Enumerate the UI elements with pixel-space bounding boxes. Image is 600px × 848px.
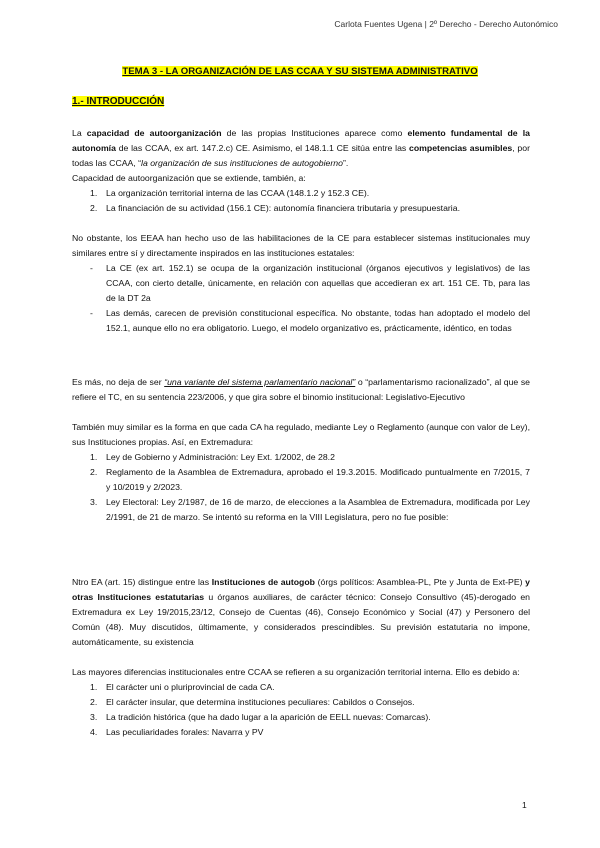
italic-quote: la organización de sus instituciones de autogobierno bbox=[141, 158, 343, 168]
bold-term: elemento fundamental de la autonomía bbox=[72, 128, 530, 153]
list-item: - La CE (ex art. 152.1) se ocupa de la organización institucional (órganos ejecutivos y legislativos) de las CCAA, con cierto detalle, únicamente, en relación con aquellas que accedieran ex art. 151 CE. Tb, para las de la DT 2a bbox=[106, 261, 530, 306]
paragraph-eeaa: No obstante, los EEAA han hecho uso de las habilitaciones de la CE para establecer sistemas institucionales muy similares entre sí y directamente inspirados en las instituciones estatales: bbox=[72, 233, 530, 258]
list-item: El carácter insular, que determina instituciones peculiares: Cabildos o Consejos. bbox=[106, 697, 415, 707]
document-title bbox=[0, 66, 600, 77]
numbered-list-extension bbox=[72, 186, 530, 216]
body-text-parlamentario bbox=[72, 375, 530, 525]
section-heading bbox=[72, 96, 164, 107]
list-item: Reglamento de la Asamblea de Extremadura, aprobado el 19.3.2015. Modificado puntualmente en 7/2015, 7 y 10/2019 y 2/2023. bbox=[106, 467, 530, 492]
list-item: Ley de Gobierno y Administración: Ley Ext. 1/2002, de 28.2 bbox=[106, 452, 335, 462]
numbered-list-extremadura bbox=[72, 450, 530, 525]
document-title-text: TEMA 3 - LA ORGANIZACIÓN DE LAS CCAA Y SU SISTEMA ADMINISTRATIVO bbox=[122, 66, 478, 77]
page-header: Carlota Fuentes Ugena | 2º Derecho - Derecho Autonómico bbox=[334, 19, 558, 29]
list-item: La tradición histórica (que ha dado lugar a la aparición de EELL nuevas: Comarcas). bbox=[106, 712, 431, 722]
section-heading-text: 1.- INTRODUCCIÓN bbox=[72, 96, 165, 107]
bold-term: capacidad de autoorganización bbox=[86, 128, 222, 138]
paragraph-regulacion: También muy similar es la forma en que cada CA ha regulado, mediante Ley o Reglamento (aunque con valor de Ley), sus Instituciones propias. Así, en Extremadura: bbox=[72, 422, 530, 447]
paragraph-parlamentarismo: Es más, no deja de ser “una variante del sistema parlamentario nacional” o “parlamentarismo racionalizado”, al que se refiere el TC, en su sentencia 223/2006, y que gira sobre el binomio institucional: Legislativo-Ejecutivo bbox=[72, 377, 531, 402]
list-item: - Las demás, carecen de previsión constitucional específica. No obstante, todas han adoptado el modelo del 152.1, aunque ello no era obligatorio. Luego, el modelo organizativo es, prácticamente, idéntico, en todas bbox=[106, 306, 530, 336]
body-text bbox=[72, 126, 530, 336]
list-item: La financiación de su actividad (156.1 CE): autonomía financiera tributaria y presupuestaria. bbox=[106, 203, 460, 213]
body-text-instituciones bbox=[72, 575, 530, 740]
bold-term: competencias asumibles bbox=[409, 143, 513, 153]
italic-quote: “una variante del sistema parlamentario nacional” bbox=[164, 377, 356, 387]
page-number: 1 bbox=[522, 800, 527, 810]
numbered-list-diferencias bbox=[72, 680, 530, 740]
list-item: La organización territorial interna de las CCAA (148.1.2 y 152.3 CE). bbox=[106, 188, 370, 198]
list-item: Las peculiaridades forales: Navarra y PV bbox=[106, 727, 264, 737]
paragraph-diferencias: Las mayores diferencias institucionales entre CCAA se refieren a su organización territorial interna. Ello es debido a: bbox=[72, 667, 520, 677]
list-item: El carácter uni o pluriprovincial de cada CA. bbox=[106, 682, 275, 692]
paragraph-extension: Capacidad de autoorganización que se extiende, también, a: bbox=[72, 173, 306, 183]
dash-list-ce bbox=[72, 261, 530, 336]
bold-term: y otras Instituciones estatutarias bbox=[72, 577, 530, 602]
bold-term: Instituciones de autogob bbox=[211, 577, 315, 587]
paragraph-autoorganizacion: La capacidad de autoorganización de las propias Instituciones aparece como elemento fundamental de la autonomía de las CCAA, ex art. 147.2.c) CE. Asimismo, el 148.1.1 CE sitúa entre las competencias asumibles, por todas las CCAA, “la organización de sus instituciones de autogobierno”. bbox=[72, 128, 530, 168]
list-item: Ley Electoral: Ley 2/1987, de 16 de marzo, de elecciones a la Asamblea de Extremadura, modificada por Ley 2/1991, de 21 de marzo. Se intentó su reforma en la VIII Legislatura, pero no fue posible: bbox=[106, 497, 530, 522]
paragraph-instituciones: Ntro EA (art. 15) distingue entre las Instituciones de autogob (órgs políticos: Asamblea-PL, Pte y Junta de Ext-PE) y otras Instituciones estatutarias u órganos auxiliares, de carácter técnico: Consejo Consultivo (45)-derogado en Extremadura ex Ley 19/2015,23/12, Consejo de Cuentas (46), Consejo Económico y Social (47) y Personero del Común (48). Muy discutidos, últimamente, y considerados prescindibles. Su previsión estatutaria no impone, automáticamente, su existencia bbox=[72, 577, 531, 647]
